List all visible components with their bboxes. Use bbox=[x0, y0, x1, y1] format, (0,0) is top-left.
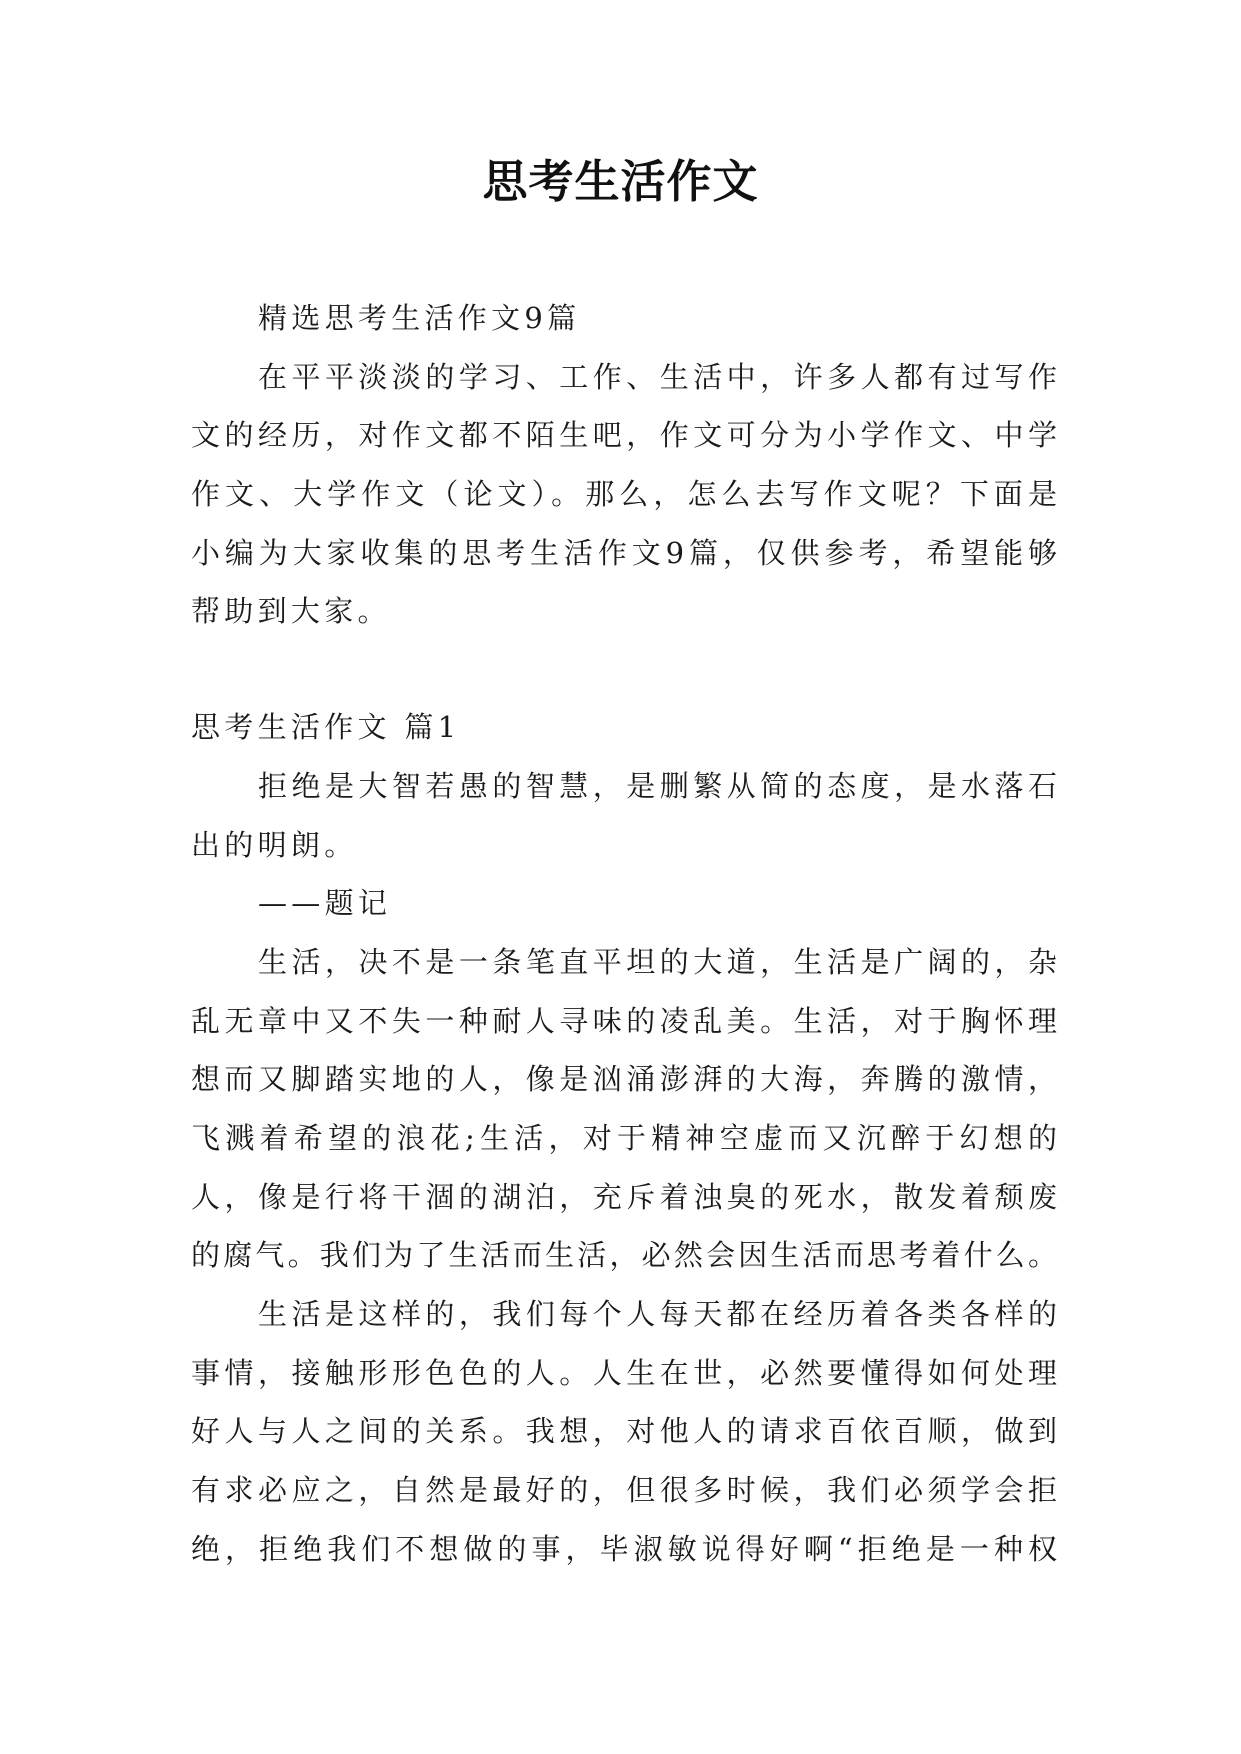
paragraph-line: 出的明朗。 bbox=[191, 827, 358, 862]
paragraph-line: 作文、大学作文（论文）。那么，怎么去写作文呢？下面是 bbox=[191, 477, 1057, 512]
paragraph-line: 事情，接触形形色色的人。人生在世，必然要懂得如何处理 bbox=[191, 1355, 1057, 1390]
paragraph-line: 的腐气。我们为了生活而生活，必然会因生活而思考着什么。 bbox=[191, 1238, 1057, 1273]
paragraph-line: 好人与人之间的关系。我想，对他人的请求百依百顺，做到 bbox=[191, 1414, 1057, 1449]
paragraph-line: 想而又脚踏实地的人，像是汹涌澎湃的大海，奔腾的激情， bbox=[191, 1062, 1057, 1097]
paragraph-line: 绝，拒绝我们不想做的事，毕淑敏说得好啊“拒绝是一种权 bbox=[191, 1531, 1057, 1566]
paragraph-line: 拒绝是大智若愚的智慧，是删繁从简的态度，是水落石 bbox=[258, 768, 1057, 803]
intro-paragraph bbox=[191, 348, 1057, 641]
paragraph-line: 文的经历，对作文都不陌生吧，作文可分为小学作文、中学 bbox=[191, 418, 1057, 453]
paragraph-line: 乱无章中又不失一种耐人寻味的凌乱美。生活，对于胸怀理 bbox=[191, 1003, 1057, 1038]
paragraph-line: 生活是这样的，我们每个人每天都在经历着各类各样的 bbox=[258, 1297, 1057, 1331]
paragraph-line: 人，像是行将干涸的湖泊，充斥着浊臭的死水，散发着颓废 bbox=[191, 1179, 1057, 1214]
paragraph-line: 有求必应之，自然是最好的，但很多时候，我们必须学会拒 bbox=[191, 1473, 1057, 1508]
paragraph-line: 生活，决不是一条笔直平坦的大道，生活是广阔的，杂 bbox=[258, 944, 1057, 979]
paragraph-line: 在平平淡淡的学习、工作、生活中，许多人都有过写作 bbox=[258, 359, 1057, 394]
epigraph bbox=[191, 757, 1057, 874]
paragraph-line: 帮助到大家。 bbox=[191, 594, 391, 629]
intro-subtitle: 精选思考生活作文9篇 bbox=[258, 301, 581, 335]
document-title: 思考生活作文 bbox=[482, 155, 759, 208]
epigraph-source: ——题记 bbox=[258, 886, 392, 921]
body-paragraph-2 bbox=[191, 1285, 1057, 1578]
paragraph-line: 小编为大家收集的思考生活作文9篇，仅供参考，希望能够 bbox=[191, 535, 1057, 570]
body-paragraph-1 bbox=[191, 933, 1057, 1285]
paragraph-line: 飞溅着希望的浪花;生活，对于精神空虚而又沉醉于幻想的 bbox=[191, 1120, 1057, 1155]
section-heading: 思考生活作文 篇1 bbox=[191, 710, 461, 745]
document-body bbox=[191, 289, 1057, 1578]
